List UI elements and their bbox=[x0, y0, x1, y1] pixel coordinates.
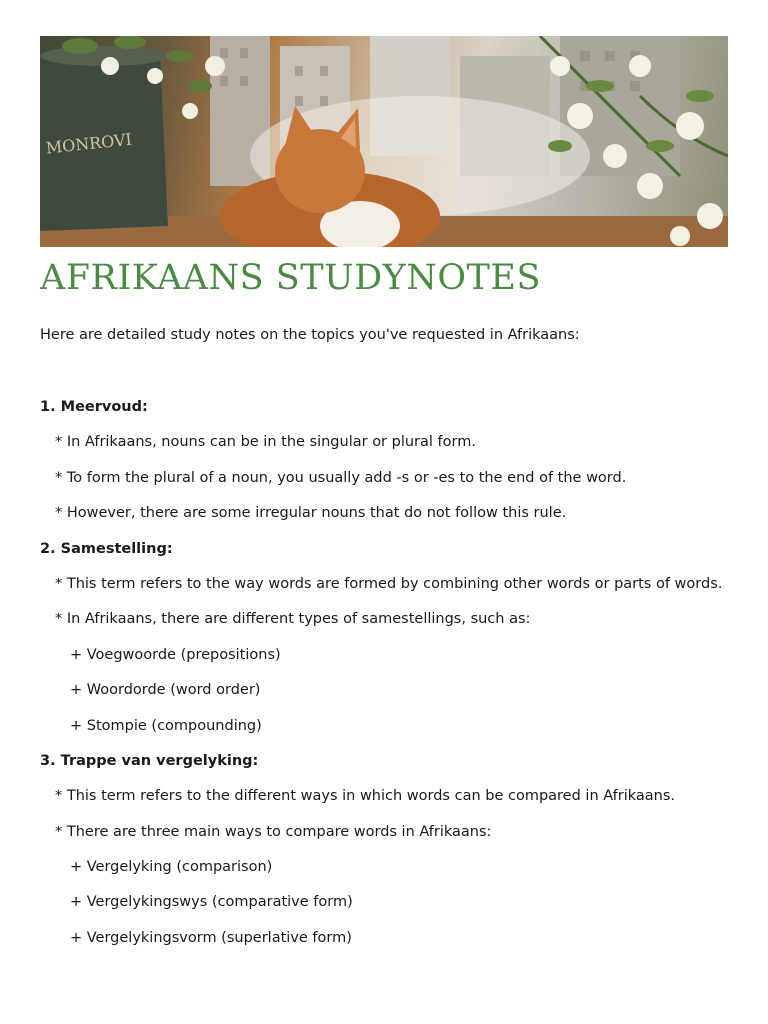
list-item: * There are three main ways to compare words in Afrikaans: bbox=[55, 823, 492, 840]
list-item: + Woordorde (word order) bbox=[70, 682, 261, 699]
list-item: + Voegwoorde (prepositions) bbox=[70, 646, 281, 663]
list-item: * However, there are some irregular nouns that do not follow this rule. bbox=[55, 505, 567, 522]
list-item: * In Afrikaans, there are different types of samestellings, such as: bbox=[55, 611, 531, 628]
page-title: AFRIKAANS STUDYNOTES bbox=[40, 258, 541, 298]
cat-on-windowsill-photo-icon bbox=[40, 36, 728, 247]
header-banner-image bbox=[40, 36, 728, 247]
intro-paragraph: Here are detailed study notes on the topics you've requested in Afrikaans: bbox=[40, 327, 580, 343]
list-item: + Vergelykingsvorm (superlative form) bbox=[70, 929, 352, 946]
list-item: * To form the plural of a noun, you usually add -s or -es to the end of the word. bbox=[55, 469, 627, 486]
list-item: + Vergelyking (comparison) bbox=[70, 859, 273, 876]
section-heading: 1. Meervoud: bbox=[40, 399, 148, 415]
study-notes-list bbox=[40, 397, 740, 963]
list-item: * In Afrikaans, nouns can be in the singular or plural form. bbox=[55, 434, 476, 451]
list-item: + Stompie (compounding) bbox=[70, 717, 262, 734]
list-item: + Vergelykingswys (comparative form) bbox=[70, 894, 353, 911]
pot-label: MONROVI bbox=[44, 129, 133, 158]
section-heading: 3. Trappe van vergelyking: bbox=[40, 752, 259, 769]
section-heading: 2. Samestelling: bbox=[40, 540, 173, 557]
list-item: * This term refers to the different ways in which words can be compared in Afrikaans. bbox=[55, 788, 676, 805]
list-item: * This term refers to the way words are formed by combining other words or parts of words. bbox=[55, 575, 723, 592]
